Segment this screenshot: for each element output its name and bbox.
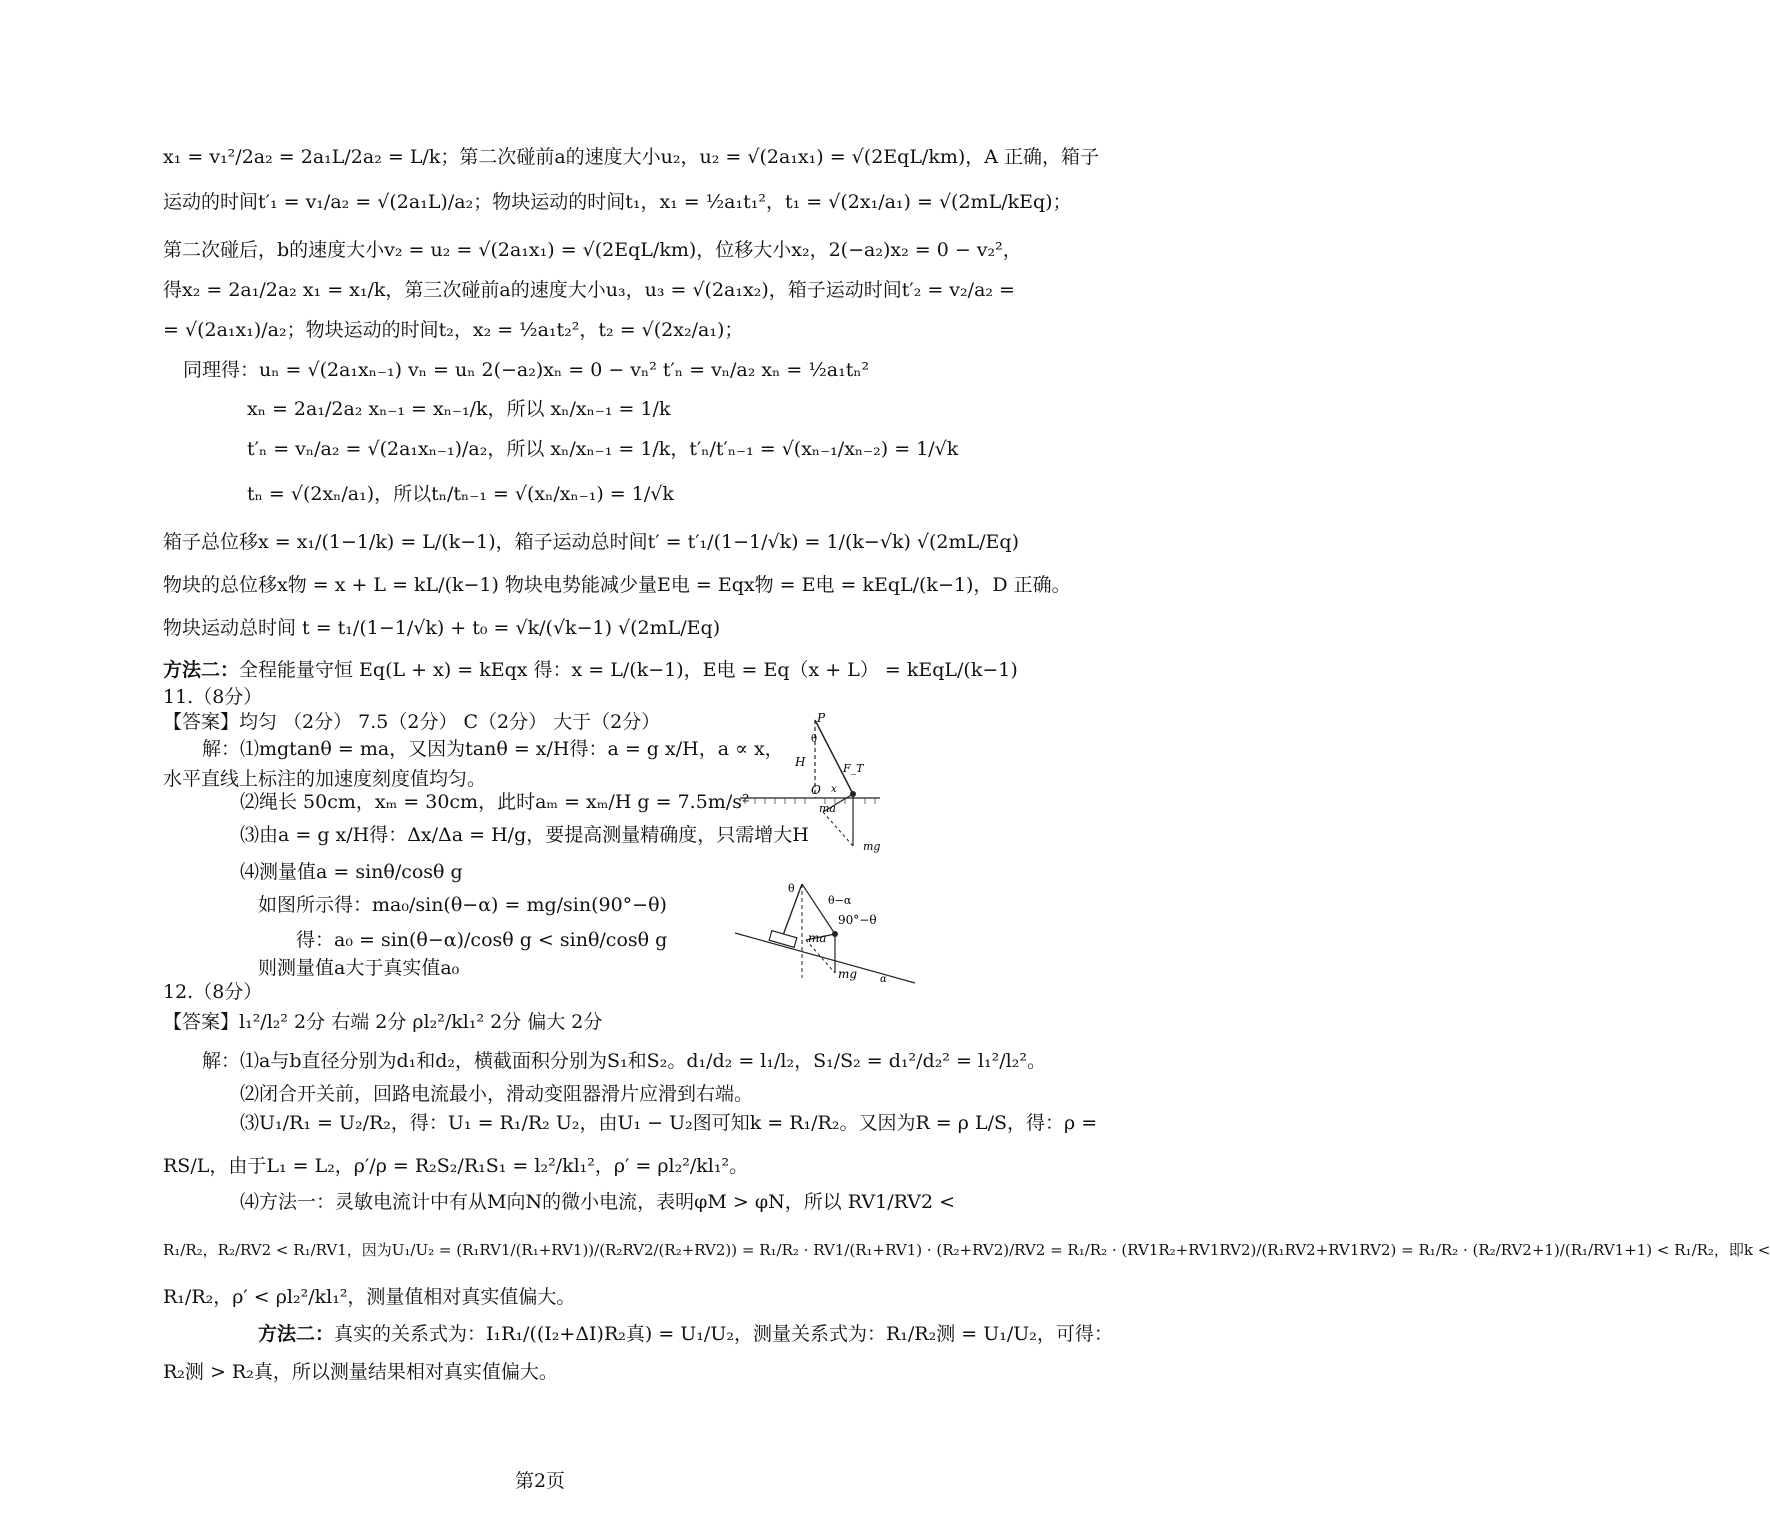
diagram1-label-o: O: [811, 783, 821, 797]
question-11-answer: 【答案】均匀 （2分） 7.5（2分） C（2分） 大于（2分）: [163, 711, 661, 733]
eq-line-6: 同理得：uₙ = √(2a₁xₙ₋₁) vₙ = uₙ 2(−a₂)xₙ = 0 − vₙ² t′ₙ = vₙ/a₂ xₙ = ½a₁tₙ²: [183, 359, 870, 381]
eq-line-1: x₁ = v₁²/2a₂ = 2a₁L/2a₂ = L/k；第二次碰前a的速度大小u₂，u₂ = √(2a₁x₁) = √(2EqL/km)，A 正确，箱子: [163, 146, 1100, 168]
q12-step-1: 解：⑴a与b直径分别为d₁和d₂，横截面积分别为S₁和S₂。d₁/d₂ = l₁/l₂，S₁/S₂ = d₁²/d₂² = l₁²/l₂²。: [202, 1050, 1046, 1072]
eq-line-11: 物块的总位移x物 = x + L = kL/(k−1) 物块电势能减少量E电 = Eqx物 = E电 = kEqL/(k−1)，D 正确。: [163, 574, 1071, 596]
q12-step-4-end: R₁/R₂，ρ′ < ρl₂²/kl₁²，测量值相对真实值偏大。: [163, 1286, 576, 1308]
diagram1-label-ft: F_T: [843, 762, 864, 775]
q12-step-3-cont: RS/L，由于L₁ = L₂，ρ′/ρ = R₂S₂/R₁S₁ = l₂²/kl₁²，ρ′ = ρl₂²/kl₁²。: [163, 1155, 749, 1177]
diagram1-label-h: H: [795, 755, 806, 769]
diagram1-label-theta: θ: [811, 734, 818, 745]
diagram1-label-x: x: [831, 784, 837, 795]
q12-step-2: ⑵闭合开关前，回路电流最小，滑动变阻器滑片应滑到右端。: [240, 1083, 754, 1105]
q12-step-4: ⑷方法一：灵敏电流计中有从M向N的微小电流，表明φM > φN，所以 RV1/RV2 <: [240, 1191, 956, 1213]
incline-diagram: [730, 878, 920, 988]
eq-line-7: xₙ = 2a₁/2a₂ xₙ₋₁ = xₙ₋₁/k，所以 xₙ/xₙ₋₁ = 1/k: [247, 398, 671, 420]
eq-line-5: = √(2a₁x₁)/a₂；物块运动的时间t₂，x₂ = ½a₁t₂²，t₂ = √(2x₂/a₁)；: [163, 319, 744, 341]
q11-step-7: 则测量值a大于真实值a₀: [258, 957, 460, 979]
q11-step-1: 解：⑴mgtanθ = ma，又因为tanθ = x/H得：a = g x/H，a ∝ x，: [202, 738, 784, 760]
question-12-answer: 【答案】l₁²/l₂² 2分 右端 2分 ρl₂²/kl₁² 2分 偏大 2分: [163, 1011, 603, 1033]
question-12-heading: 12.（8分）: [163, 981, 263, 1003]
method-two-line: [163, 658, 1018, 682]
diagram2-label-ma: ma: [808, 931, 827, 945]
q12-step-4-cont: R₁/R₂，R₂/RV2 < R₁/RV1，因为U₁/U₂ = (R₁RV1/(R₁+RV1))/(R₂RV2/(R₂+RV2)) = R₁/R₂ · RV1/(R₁+RV1) · (R₂+RV2)/RV2 = R₁/R₂ · (RV1R₂+RV1RV2)/(R₁RV2+RV1RV2) = R₁/R₂ · (R₂/RV2+1)/(R₁/RV1+1) < R₁/R₂，即k <: [163, 1241, 1770, 1259]
diagram2-label-90-theta: 90°−θ: [838, 913, 877, 927]
q11-step-1-cont: 水平直线上标注的加速度刻度值均匀。: [163, 768, 487, 790]
diagram1-label-ma: ma: [819, 802, 836, 815]
eq-line-8: t′ₙ = vₙ/a₂ = √(2a₁xₙ₋₁)/a₂，所以 xₙ/xₙ₋₁ = 1/k，t′ₙ/t′ₙ₋₁ = √(xₙ₋₁/xₙ₋₂) = 1/√k: [247, 438, 959, 460]
diagram2-label-mg: mg: [838, 967, 858, 981]
diagram1-label-p: P: [817, 711, 826, 725]
eq-line-9: tₙ = √(2xₙ/a₁)，所以tₙ/tₙ₋₁ = √(xₙ/xₙ₋₁) = 1/√k: [247, 483, 674, 505]
diagram1-label-mg: mg: [863, 840, 881, 853]
diagram2-label-alpha: α: [880, 974, 887, 985]
q11-step-5: 如图所示得：ma₀/sin(θ−α) = mg/sin(90°−θ): [258, 894, 667, 916]
page-number: 第2页: [514, 1470, 566, 1492]
eq-line-4: 得x₂ = 2a₁/2a₂ x₁ = x₁/k，第三次碰前a的速度大小u₃，u₃ = √(2a₁x₂)，箱子运动时间t′₂ = v₂/a₂ =: [163, 279, 1015, 301]
q12-method-two-text: 真实的关系式为：I₁R₁/((I₂+ΔI)R₂真) = U₁/U₂，测量关系式为：R₁/R₂测 = U₁/U₂，可得：: [334, 1323, 1113, 1345]
q12-conclusion: R₂测 > R₂真，所以测量结果相对真实值偏大。: [163, 1361, 558, 1383]
q12-step-3: ⑶U₁/R₁ = U₂/R₂，得：U₁ = R₁/R₂ U₂，由U₁ − U₂图可知k = R₁/R₂。又因为R = ρ L/S，得：ρ =: [240, 1112, 1098, 1134]
diagram2-label-theta-alpha: θ−α: [828, 894, 852, 907]
q11-step-3: ⑶由a = g x/H得：Δx/Δa = H/g，要提高测量精确度，只需增大H: [240, 824, 809, 846]
q11-step-6: 得：a₀ = sin(θ−α)/cosθ g < sinθ/cosθ g: [296, 929, 668, 951]
eq-line-3: 第二次碰后，b的速度大小v₂ = u₂ = √(2a₁x₁) = √(2EqL/km)，位移大小x₂，2(−a₂)x₂ = 0 − v₂²，: [163, 239, 1022, 261]
eq-line-2: 运动的时间t′₁ = v₁/a₂ = √(2a₁L)/a₂；物块运动的时间t₁，x₁ = ½a₁t₁²，t₁ = √(2x₁/a₁) = √(2mL/kEq)；: [163, 191, 1072, 213]
q11-step-4: ⑷测量值a = sinθ/cosθ g: [240, 861, 463, 883]
diagram2-label-theta: θ: [788, 882, 795, 895]
question-11-heading: 11.（8分）: [163, 686, 263, 708]
eq-line-10: 箱子总位移x = x₁/(1−1/k) = L/(k−1)，箱子运动总时间t′ = t′₁/(1−1/√k) = 1/(k−√k) √(2mL/Eq): [163, 531, 1020, 553]
pendulum-diagram: [735, 708, 885, 858]
q12-method-two: [258, 1322, 1113, 1346]
eq-line-12: 物块运动总时间 t = t₁/(1−1/√k) + t₀ = √k/(√k−1) √(2mL/Eq): [163, 617, 721, 639]
q11-step-2: ⑵绳长 50cm，xₘ = 30cm，此时aₘ = xₘ/H g = 7.5m/s²: [240, 791, 750, 813]
method-two-text: 全程能量守恒 Eq(L + x) = kEqx 得：x = L/(k−1)，E电 = Eq（x + L） = kEqL/(k−1): [239, 659, 1018, 681]
q12-method-two-heading: 方法二：: [258, 1323, 335, 1345]
method-two-heading: 方法二：: [163, 659, 240, 681]
